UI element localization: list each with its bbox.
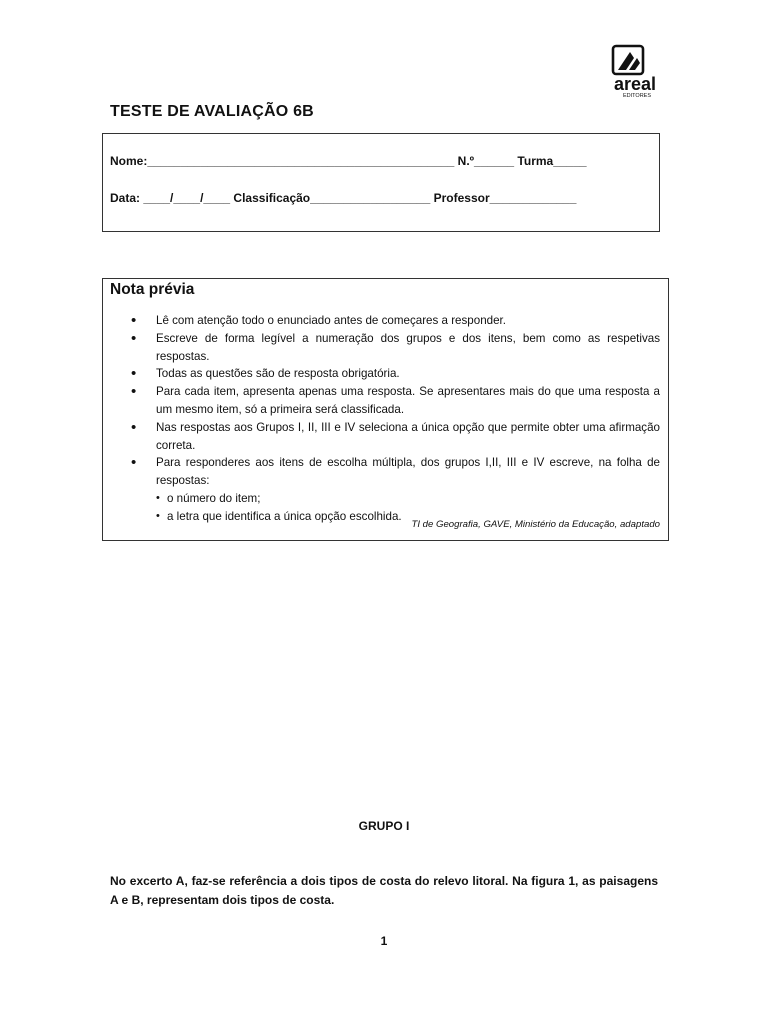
source-citation: TI de Geografia, GAVE, Ministério da Educação, adaptado: [411, 519, 660, 530]
list-item: • Nas respostas aos Grupos I, II, III e IV seleciona a única opção que permite obter uma afirmação correta.: [103, 419, 668, 455]
areal-editores-logo: [598, 44, 670, 98]
list-item: • Para responderes aos itens de escolha múltipla, dos grupos I,II, III e IV escreve, na folha de respostas:: [103, 454, 668, 490]
list-item: • Todas as questões são de resposta obrigatória.: [103, 365, 668, 383]
page-title: TESTE DE AVALIAÇÃO 6B: [110, 103, 314, 120]
nota-previa-box: [102, 278, 669, 541]
date-grade-teacher-line[interactable]: Data: ____/____/____ Classificação__________________ Professor_____________: [110, 191, 577, 205]
page-number: 1: [380, 934, 388, 948]
student-info-box: [102, 133, 660, 232]
logo-wordmark: areal: [613, 74, 657, 94]
name-number-class-line[interactable]: Nome:______________________________________________ N.º______ Turma_____: [110, 154, 587, 168]
list-item: • Lê com atenção todo o enunciado antes de começares a responder.: [103, 312, 668, 330]
grupo-heading: GRUPO I: [358, 819, 410, 833]
question-paragraph: No excerto A, faz-se referência a dois tipos de costa do relevo litoral. Na figura 1, as paisagens A e B, representam dois tipos de costa.: [110, 874, 658, 907]
sub-list-item: • a letra que identifica a única opção escolhida.: [103, 508, 668, 526]
sub-list-item: • o número do item;: [103, 490, 668, 508]
nota-previa-title: Nota prévia: [110, 281, 195, 298]
list-item: • Escreve de forma legível a numeração dos grupos e dos itens, bem como as respetivas respostas.: [103, 330, 668, 366]
logo-subtext: EDITORES: [622, 93, 652, 98]
list-item: • Para cada item, apresenta apenas uma resposta. Se apresentares mais do que uma resposta a um mesmo item, só a primeira será classificada.: [103, 383, 668, 419]
nota-previa-list: [103, 312, 668, 526]
